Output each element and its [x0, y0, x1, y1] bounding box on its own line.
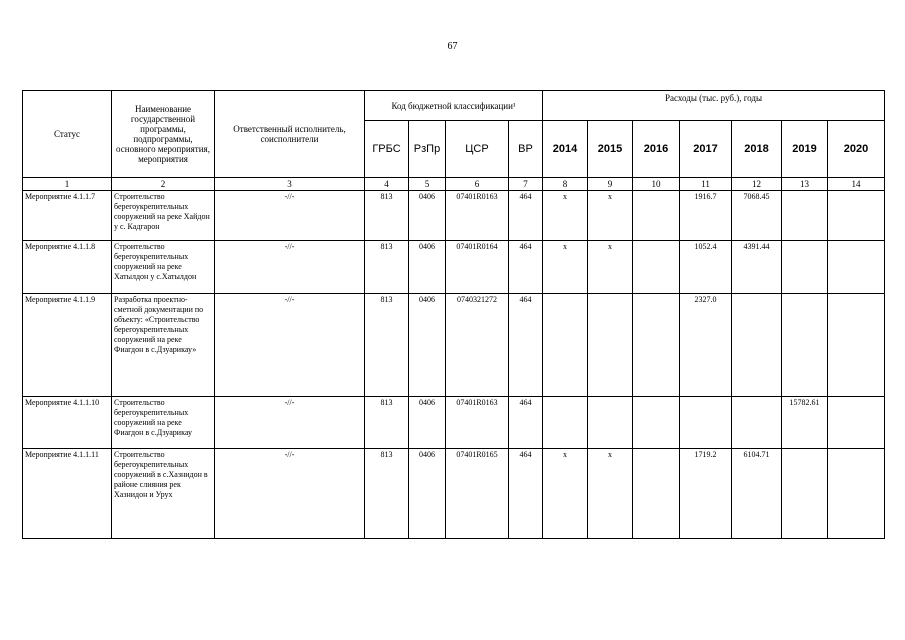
table-row: [23, 191, 885, 241]
col-number: 3: [215, 178, 365, 191]
cell-name: Строительство берегоукрепительных сооружений на реке Хатылдон у с.Хатылдон: [112, 241, 215, 294]
cell-2015: х: [588, 449, 633, 539]
cell-rzpr: 0406: [409, 294, 446, 397]
cell-2018: 6104.71: [732, 449, 782, 539]
cell-2014: [543, 397, 588, 449]
cell-name: Строительство берегоукрепительных сооружений на реке Фиагдон в с.Дзуарикау: [112, 397, 215, 449]
cell-2015: [588, 294, 633, 397]
col-number: 7: [509, 178, 543, 191]
header-year-2018: 2018: [732, 121, 782, 178]
cell-2014: х: [543, 241, 588, 294]
cell-csr: 07401R0164: [446, 241, 509, 294]
col-number: 11: [680, 178, 732, 191]
cell-rzpr: 0406: [409, 397, 446, 449]
cell-2017: 1719.2: [680, 449, 732, 539]
col-number: 1: [23, 178, 112, 191]
header-grbs: ГРБС: [365, 121, 409, 178]
cell-status: Мероприятие 4.1.1.10: [23, 397, 112, 449]
cell-2016: [633, 294, 680, 397]
header-year-2020: 2020: [828, 121, 885, 178]
cell-2016: [633, 241, 680, 294]
header-year-2014: 2014: [543, 121, 588, 178]
col-number: 9: [588, 178, 633, 191]
cell-rzpr: 0406: [409, 449, 446, 539]
cell-2019: [782, 241, 828, 294]
cell-2020: [828, 294, 885, 397]
cell-responsible: -//-: [215, 241, 365, 294]
header-expenses: Расходы (тыс. руб.), годы: [543, 91, 885, 121]
cell-vr: 464: [509, 241, 543, 294]
cell-status: Мероприятие 4.1.1.7: [23, 191, 112, 241]
page-number: 67: [447, 41, 458, 52]
header-year-2016: 2016: [633, 121, 680, 178]
cell-csr: 07401R0163: [446, 191, 509, 241]
table-row: [23, 241, 885, 294]
header-year-2015: 2015: [588, 121, 633, 178]
cell-2015: х: [588, 191, 633, 241]
cell-rzpr: 0406: [409, 191, 446, 241]
cell-responsible: -//-: [215, 294, 365, 397]
header-year-2017: 2017: [680, 121, 732, 178]
col-number: 4: [365, 178, 409, 191]
table-row: [23, 294, 885, 397]
cell-grbs: 813: [365, 397, 409, 449]
header-name: Наименование государственной программы, подпрограммы, основного мероприятия, мероприятия: [112, 91, 215, 178]
header-responsible: Ответственный исполнитель, соисполнители: [215, 91, 365, 178]
column-number-row: [23, 178, 885, 191]
header-status: Статус: [23, 91, 112, 178]
cell-vr: 464: [509, 449, 543, 539]
cell-2014: х: [543, 449, 588, 539]
budget-table: [22, 90, 885, 539]
cell-2020: [828, 397, 885, 449]
cell-grbs: 813: [365, 241, 409, 294]
cell-2017: 1916.7: [680, 191, 732, 241]
cell-grbs: 813: [365, 294, 409, 397]
col-number: 5: [409, 178, 446, 191]
cell-2015: х: [588, 241, 633, 294]
cell-2018: 4391.44: [732, 241, 782, 294]
cell-name: Строительство берегоукрепительных сооружений на реке Хайдон у с. Кадгарон: [112, 191, 215, 241]
cell-responsible: -//-: [215, 191, 365, 241]
cell-name: Строительство берегоукрепительных сооружений в с.Хазнидон в районе слияния рек Хазнидон и Урух: [112, 449, 215, 539]
cell-csr: 07401R0165: [446, 449, 509, 539]
col-number: 10: [633, 178, 680, 191]
cell-csr: 07401R0163: [446, 397, 509, 449]
cell-2016: [633, 191, 680, 241]
cell-2018: 7068.45: [732, 191, 782, 241]
cell-2017: 2327.0: [680, 294, 732, 397]
cell-2020: [828, 191, 885, 241]
cell-2016: [633, 449, 680, 539]
col-number: 8: [543, 178, 588, 191]
header-vr: ВР: [509, 121, 543, 178]
cell-responsible: -//-: [215, 449, 365, 539]
cell-status: Мероприятие 4.1.1.8: [23, 241, 112, 294]
col-number: 13: [782, 178, 828, 191]
col-number: 2: [112, 178, 215, 191]
cell-2019: [782, 449, 828, 539]
cell-status: Мероприятие 4.1.1.11: [23, 449, 112, 539]
cell-2016: [633, 397, 680, 449]
cell-grbs: 813: [365, 191, 409, 241]
cell-2014: [543, 294, 588, 397]
header-year-2019: 2019: [782, 121, 828, 178]
cell-vr: 464: [509, 294, 543, 397]
cell-2017: [680, 397, 732, 449]
cell-responsible: -//-: [215, 397, 365, 449]
cell-name: Разработка проектно-сметной документации по объекту: «Строительство берегоукрепительных сооружений на реке Фиагдон в с.Дзуарикау»: [112, 294, 215, 397]
table-row: [23, 397, 885, 449]
header-rzpr: РзПр: [409, 121, 446, 178]
cell-status: Мероприятие 4.1.1.9: [23, 294, 112, 397]
cell-vr: 464: [509, 191, 543, 241]
cell-2018: [732, 294, 782, 397]
cell-grbs: 813: [365, 449, 409, 539]
cell-2015: [588, 397, 633, 449]
header-budget-code: Код бюджетной классификации¹: [365, 91, 543, 121]
cell-2017: 1052.4: [680, 241, 732, 294]
cell-vr: 464: [509, 397, 543, 449]
cell-2019: [782, 294, 828, 397]
cell-2018: [732, 397, 782, 449]
table-row: [23, 449, 885, 539]
cell-2020: [828, 241, 885, 294]
header-csr: ЦСР: [446, 121, 509, 178]
cell-2019: [782, 191, 828, 241]
cell-csr: 0740321272: [446, 294, 509, 397]
col-number: 6: [446, 178, 509, 191]
col-number: 12: [732, 178, 782, 191]
col-number: 14: [828, 178, 885, 191]
cell-2014: х: [543, 191, 588, 241]
cell-2019: 15782.61: [782, 397, 828, 449]
cell-2020: [828, 449, 885, 539]
cell-rzpr: 0406: [409, 241, 446, 294]
